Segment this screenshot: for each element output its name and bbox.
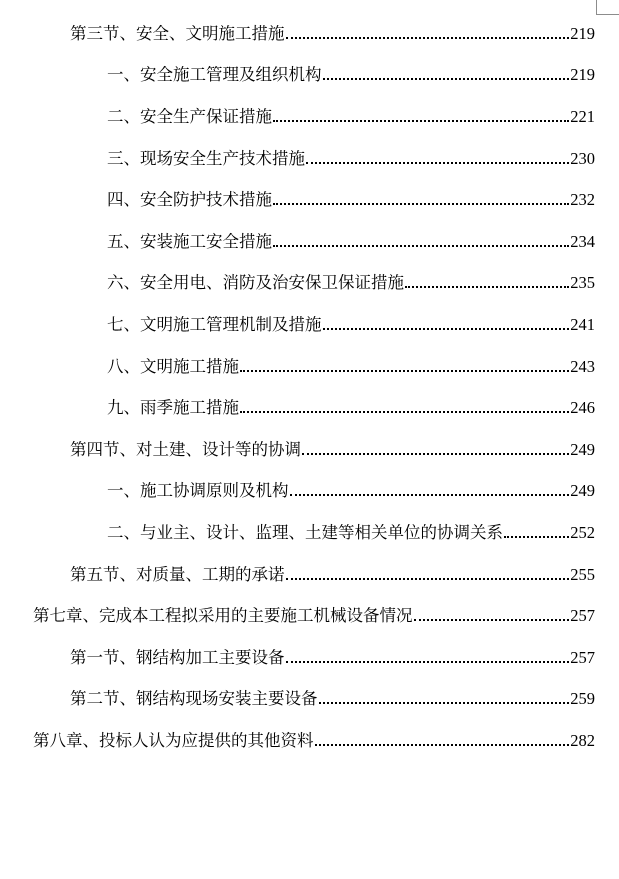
toc-dot-leader (315, 743, 570, 746)
toc-entry[interactable] (0, 221, 619, 263)
toc-dot-leader (273, 202, 569, 205)
toc-dot-leader (306, 161, 569, 164)
toc-entry-title: 一、施工协调原则及机构 (107, 481, 289, 501)
toc-entry[interactable] (0, 96, 619, 138)
toc-dot-leader (319, 701, 570, 704)
toc-entry-title: 三、现场安全生产技术措施 (107, 148, 305, 168)
toc-dot-leader (414, 618, 570, 621)
toc-page-number: 219 (570, 65, 595, 85)
toc-dot-leader (240, 369, 569, 372)
toc-entry[interactable] (0, 13, 619, 55)
toc-page-number: 219 (570, 23, 595, 43)
toc-page-number: 252 (570, 522, 595, 542)
toc-entry-title: 五、安装施工安全措施 (107, 231, 272, 251)
toc-entry-title: 第一节、钢结构加工主要设备 (70, 647, 285, 667)
toc-entry-title: 六、安全用电、消防及治安保卫保证措施 (107, 273, 404, 293)
toc-entry[interactable] (0, 263, 619, 305)
toc-entry-title: 二、与业主、设计、监理、土建等相关单位的协调关系 (107, 522, 503, 542)
toc-entry-title: 四、安全防护技术措施 (107, 190, 272, 210)
toc-entry[interactable] (0, 138, 619, 180)
toc-entry[interactable] (0, 554, 619, 596)
toc-dot-leader (273, 119, 569, 122)
toc-page-number: 234 (570, 231, 595, 251)
toc-page-number: 243 (570, 356, 595, 376)
toc-entry-title: 八、文明施工措施 (107, 356, 239, 376)
toc-entry-title: 第四节、对土建、设计等的协调 (70, 439, 301, 459)
toc-page-number: 257 (570, 647, 595, 667)
toc-entry-title: 一、安全施工管理及组织机构 (107, 65, 322, 85)
toc-dot-leader (286, 577, 570, 580)
toc-page-number: 257 (570, 606, 595, 626)
toc-entry-title: 第三节、安全、文明施工措施 (70, 23, 285, 43)
toc-page-number: 235 (570, 273, 595, 293)
toc-page-number: 249 (570, 439, 595, 459)
toc-page-number: 246 (570, 398, 595, 418)
toc-entry[interactable] (0, 679, 619, 721)
toc-entry[interactable] (0, 429, 619, 471)
toc-entry-title: 七、文明施工管理机制及措施 (107, 314, 322, 334)
toc-entry[interactable] (0, 179, 619, 221)
toc-entry[interactable] (0, 346, 619, 388)
toc-page-number: 221 (570, 106, 595, 126)
toc-entry-title: 二、安全生产保证措施 (107, 106, 272, 126)
toc-entry[interactable] (0, 720, 619, 762)
toc-entry-title: 第五节、对质量、工期的承诺 (70, 564, 285, 584)
toc-page-number: 241 (570, 314, 595, 334)
toc-entry-title: 第八章、投标人认为应提供的其他资料 (33, 730, 314, 750)
toc-dot-leader (405, 285, 569, 288)
toc-page-number: 249 (570, 481, 595, 501)
toc-entry-title: 第七章、完成本工程拟采用的主要施工机械设备情况 (33, 606, 413, 626)
toc-dot-leader (504, 535, 569, 538)
toc-entry[interactable] (0, 512, 619, 554)
toc-page-number: 282 (570, 730, 595, 750)
toc-page-number: 259 (570, 689, 595, 709)
toc-entry[interactable] (0, 595, 619, 637)
toc-dot-leader (323, 327, 570, 330)
toc-dot-leader (323, 77, 570, 80)
toc-entry[interactable] (0, 471, 619, 513)
table-of-contents (0, 13, 619, 762)
toc-dot-leader (240, 410, 569, 413)
toc-entry[interactable] (0, 387, 619, 429)
toc-dot-leader (286, 660, 570, 663)
toc-page-number: 232 (570, 190, 595, 210)
toc-dot-leader (286, 36, 570, 39)
toc-entry-title: 第二节、钢结构现场安装主要设备 (70, 689, 318, 709)
toc-dot-leader (302, 452, 569, 455)
toc-page-number: 255 (570, 564, 595, 584)
toc-dot-leader (273, 244, 569, 247)
toc-entry[interactable] (0, 55, 619, 97)
toc-entry[interactable] (0, 304, 619, 346)
toc-page-number: 230 (570, 148, 595, 168)
toc-entry-title: 九、雨季施工措施 (107, 398, 239, 418)
toc-entry[interactable] (0, 637, 619, 679)
toc-dot-leader (290, 493, 570, 496)
